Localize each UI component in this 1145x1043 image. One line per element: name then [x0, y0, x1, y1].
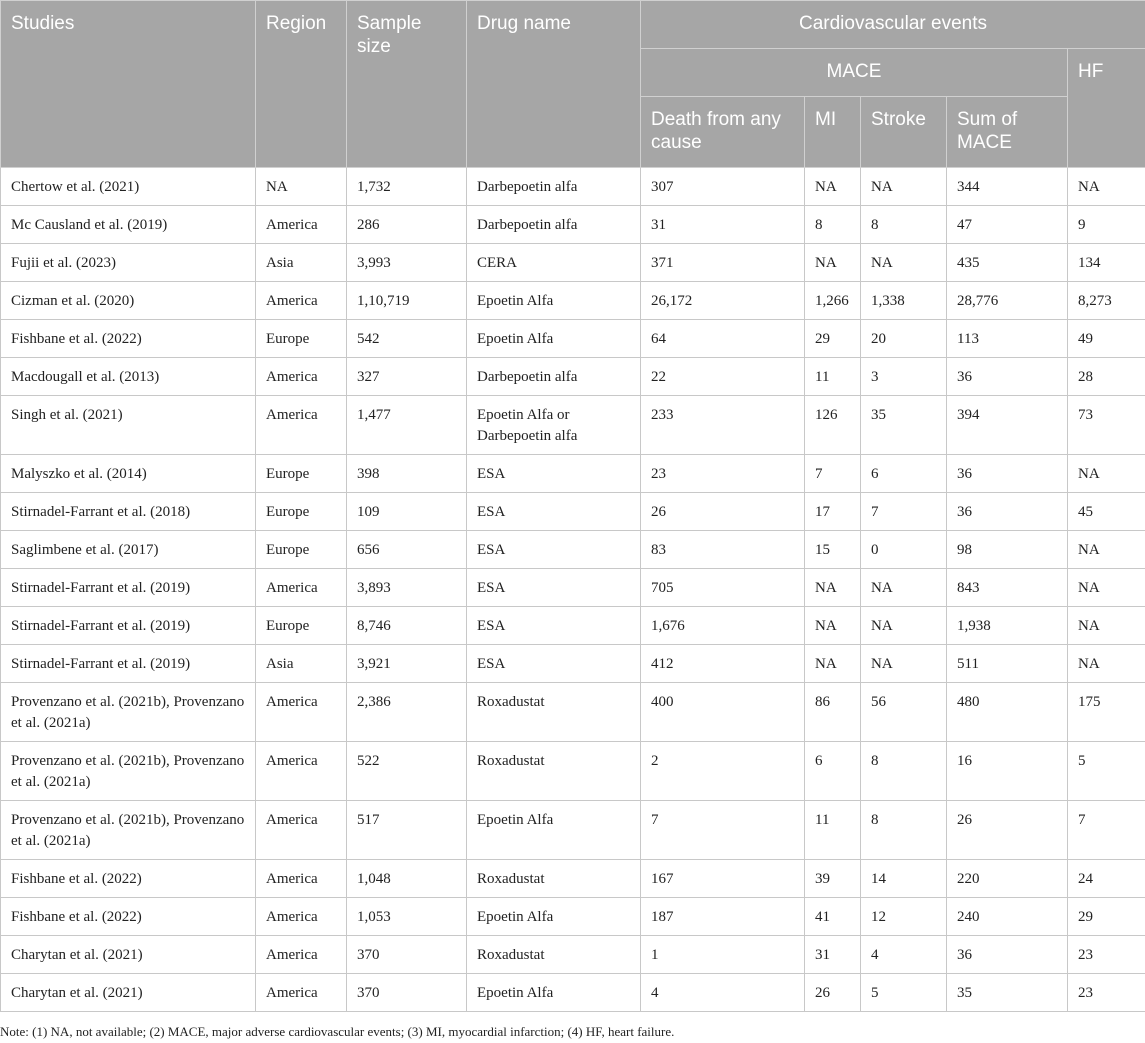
cell-death: 233 [641, 396, 805, 455]
cell-death: 400 [641, 683, 805, 742]
cell-region: America [256, 974, 347, 1012]
cell-stroke: 8 [861, 801, 947, 860]
cell-mi: 1,266 [805, 282, 861, 320]
cell-study: Charytan et al. (2021) [1, 936, 256, 974]
cell-mi: 39 [805, 860, 861, 898]
cell-stroke: NA [861, 645, 947, 683]
table-header [1, 1, 1145, 168]
cell-sample-size: 656 [347, 531, 467, 569]
cell-stroke: 3 [861, 358, 947, 396]
cell-sum-mace: 511 [947, 645, 1068, 683]
cell-sample-size: 2,386 [347, 683, 467, 742]
cell-region: America [256, 898, 347, 936]
cell-death: 412 [641, 645, 805, 683]
cell-hf: 5 [1068, 742, 1145, 801]
cell-drug-name: Roxadustat [467, 683, 641, 742]
cell-region: America [256, 282, 347, 320]
cell-mi: 86 [805, 683, 861, 742]
cell-hf: 8,273 [1068, 282, 1145, 320]
cell-study: Chertow et al. (2021) [1, 168, 256, 206]
cell-study: Provenzano et al. (2021b), Provenzano et al. (2021a) [1, 742, 256, 801]
cell-study: Stirnadel-Farrant et al. (2019) [1, 607, 256, 645]
table-note: Note: (1) NA, not available; (2) MACE, major adverse cardiovascular events; (3) MI, myocardial infarction; (4) HF, heart failure. [0, 1024, 675, 1039]
cell-region: America [256, 683, 347, 742]
cell-death: 26,172 [641, 282, 805, 320]
cell-hf: 23 [1068, 936, 1145, 974]
table-row [1, 282, 1145, 320]
cell-death: 1 [641, 936, 805, 974]
cell-death: 705 [641, 569, 805, 607]
table-row [1, 974, 1145, 1012]
table-row [1, 358, 1145, 396]
table-row [1, 607, 1145, 645]
cell-mi: NA [805, 569, 861, 607]
cell-sample-size: 3,921 [347, 645, 467, 683]
cell-mi: 29 [805, 320, 861, 358]
cell-stroke: NA [861, 244, 947, 282]
cell-stroke: NA [861, 569, 947, 607]
cell-drug-name: Epoetin Alfa [467, 282, 641, 320]
header-mi: MI [805, 97, 861, 168]
cell-hf: NA [1068, 168, 1145, 206]
cell-sample-size: 542 [347, 320, 467, 358]
table-row [1, 860, 1145, 898]
cell-region: America [256, 742, 347, 801]
cell-hf: 28 [1068, 358, 1145, 396]
cell-sum-mace: 98 [947, 531, 1068, 569]
cell-mi: NA [805, 645, 861, 683]
table-row [1, 396, 1145, 455]
cell-region: Asia [256, 244, 347, 282]
cell-hf: NA [1068, 455, 1145, 493]
header-drug-name: Drug name [467, 1, 641, 168]
cell-death: 307 [641, 168, 805, 206]
cell-sample-size: 327 [347, 358, 467, 396]
table-row [1, 645, 1145, 683]
cell-drug-name: ESA [467, 455, 641, 493]
cell-sample-size: 3,993 [347, 244, 467, 282]
cell-stroke: NA [861, 607, 947, 645]
cell-mi: 31 [805, 936, 861, 974]
cell-sum-mace: 36 [947, 455, 1068, 493]
cell-region: Europe [256, 493, 347, 531]
cell-sum-mace: 28,776 [947, 282, 1068, 320]
cell-sum-mace: 35 [947, 974, 1068, 1012]
cell-study: Provenzano et al. (2021b), Provenzano et al. (2021a) [1, 683, 256, 742]
cell-sum-mace: 344 [947, 168, 1068, 206]
cell-sample-size: 1,477 [347, 396, 467, 455]
header-stroke: Stroke [861, 97, 947, 168]
cell-mi: 17 [805, 493, 861, 531]
cell-drug-name: ESA [467, 493, 641, 531]
header-sample-size: Sample size [347, 1, 467, 168]
cell-stroke: 12 [861, 898, 947, 936]
table-row [1, 168, 1145, 206]
cell-death: 187 [641, 898, 805, 936]
cell-sum-mace: 220 [947, 860, 1068, 898]
cell-sum-mace: 394 [947, 396, 1068, 455]
cell-death: 167 [641, 860, 805, 898]
cell-sample-size: 1,048 [347, 860, 467, 898]
cell-sample-size: 109 [347, 493, 467, 531]
cell-study: Charytan et al. (2021) [1, 974, 256, 1012]
cell-sum-mace: 16 [947, 742, 1068, 801]
cell-mi: 11 [805, 801, 861, 860]
cell-drug-name: CERA [467, 244, 641, 282]
cell-region: America [256, 206, 347, 244]
cell-stroke: 4 [861, 936, 947, 974]
cell-stroke: 1,338 [861, 282, 947, 320]
cell-sum-mace: 480 [947, 683, 1068, 742]
table-row [1, 320, 1145, 358]
table-row [1, 206, 1145, 244]
cell-sum-mace: 843 [947, 569, 1068, 607]
cell-region: America [256, 860, 347, 898]
cell-study: Macdougall et al. (2013) [1, 358, 256, 396]
cell-drug-name: Epoetin Alfa [467, 801, 641, 860]
cell-drug-name: ESA [467, 607, 641, 645]
cell-death: 2 [641, 742, 805, 801]
cell-hf: 134 [1068, 244, 1145, 282]
cell-hf: 29 [1068, 898, 1145, 936]
cell-death: 26 [641, 493, 805, 531]
header-death: Death from any cause [641, 97, 805, 168]
cell-drug-name: ESA [467, 569, 641, 607]
table-row [1, 936, 1145, 974]
cell-drug-name: Epoetin Alfa [467, 898, 641, 936]
cell-study: Stirnadel-Farrant et al. (2018) [1, 493, 256, 531]
cell-mi: NA [805, 244, 861, 282]
cell-drug-name: ESA [467, 645, 641, 683]
cell-sample-size: 370 [347, 936, 467, 974]
cell-sum-mace: 36 [947, 358, 1068, 396]
table-row [1, 531, 1145, 569]
cell-sample-size: 370 [347, 974, 467, 1012]
table-row [1, 742, 1145, 801]
cell-drug-name: Darbepoetin alfa [467, 206, 641, 244]
cell-study: Malyszko et al. (2014) [1, 455, 256, 493]
cell-stroke: 14 [861, 860, 947, 898]
cell-stroke: 0 [861, 531, 947, 569]
cell-sum-mace: 26 [947, 801, 1068, 860]
cell-drug-name: Roxadustat [467, 860, 641, 898]
header-sum-mace: Sum of MACE [947, 97, 1068, 168]
cell-hf: 7 [1068, 801, 1145, 860]
cell-region: America [256, 801, 347, 860]
cell-mi: NA [805, 168, 861, 206]
cell-sum-mace: 47 [947, 206, 1068, 244]
cell-hf: 73 [1068, 396, 1145, 455]
cell-drug-name: Roxadustat [467, 742, 641, 801]
cell-mi: NA [805, 607, 861, 645]
cell-region: America [256, 358, 347, 396]
cell-region: America [256, 569, 347, 607]
cell-sum-mace: 113 [947, 320, 1068, 358]
cell-study: Stirnadel-Farrant et al. (2019) [1, 645, 256, 683]
cell-death: 83 [641, 531, 805, 569]
cell-region: Europe [256, 607, 347, 645]
cell-stroke: 8 [861, 742, 947, 801]
cell-region: Asia [256, 645, 347, 683]
cell-stroke: 7 [861, 493, 947, 531]
cell-mi: 15 [805, 531, 861, 569]
cell-mi: 7 [805, 455, 861, 493]
cell-hf: 23 [1068, 974, 1145, 1012]
cell-stroke: 20 [861, 320, 947, 358]
cell-study: Singh et al. (2021) [1, 396, 256, 455]
cell-death: 23 [641, 455, 805, 493]
table-row [1, 455, 1145, 493]
table-body [1, 168, 1145, 1012]
cell-sum-mace: 240 [947, 898, 1068, 936]
cell-hf: 45 [1068, 493, 1145, 531]
table-row [1, 683, 1145, 742]
cell-death: 22 [641, 358, 805, 396]
cell-drug-name: Epoetin Alfa [467, 974, 641, 1012]
cell-sum-mace: 36 [947, 936, 1068, 974]
cell-study: Fishbane et al. (2022) [1, 320, 256, 358]
cell-study: Cizman et al. (2020) [1, 282, 256, 320]
cell-stroke: 8 [861, 206, 947, 244]
cell-stroke: NA [861, 168, 947, 206]
cell-drug-name: Epoetin Alfa or Darbepoetin alfa [467, 396, 641, 455]
cell-sample-size: 1,10,719 [347, 282, 467, 320]
cell-mi: 26 [805, 974, 861, 1012]
cell-region: Europe [256, 455, 347, 493]
cell-sample-size: 522 [347, 742, 467, 801]
cell-hf: NA [1068, 531, 1145, 569]
cell-sum-mace: 36 [947, 493, 1068, 531]
table-row [1, 569, 1145, 607]
cell-region: Europe [256, 320, 347, 358]
cell-hf: 49 [1068, 320, 1145, 358]
table-row [1, 493, 1145, 531]
cell-hf: 175 [1068, 683, 1145, 742]
header-region: Region [256, 1, 347, 168]
cell-sample-size: 8,746 [347, 607, 467, 645]
cell-death: 1,676 [641, 607, 805, 645]
cell-region: America [256, 396, 347, 455]
cell-study: Fishbane et al. (2022) [1, 898, 256, 936]
cell-hf: NA [1068, 569, 1145, 607]
cell-stroke: 6 [861, 455, 947, 493]
header-cardiovascular-events: Cardiovascular events [641, 1, 1145, 49]
cell-sample-size: 286 [347, 206, 467, 244]
cell-death: 31 [641, 206, 805, 244]
cell-stroke: 35 [861, 396, 947, 455]
cell-death: 7 [641, 801, 805, 860]
cell-region: America [256, 936, 347, 974]
cell-drug-name: ESA [467, 531, 641, 569]
cell-drug-name: Roxadustat [467, 936, 641, 974]
cell-sample-size: 517 [347, 801, 467, 860]
cell-mi: 8 [805, 206, 861, 244]
cell-hf: 9 [1068, 206, 1145, 244]
cell-sample-size: 3,893 [347, 569, 467, 607]
table-row [1, 898, 1145, 936]
table-row [1, 801, 1145, 860]
cell-study: Fujii et al. (2023) [1, 244, 256, 282]
cell-mi: 6 [805, 742, 861, 801]
cell-mi: 11 [805, 358, 861, 396]
table-row [1, 244, 1145, 282]
cell-sum-mace: 435 [947, 244, 1068, 282]
cell-study: Stirnadel-Farrant et al. (2019) [1, 569, 256, 607]
cell-sample-size: 1,732 [347, 168, 467, 206]
cell-hf: 24 [1068, 860, 1145, 898]
cell-study: Fishbane et al. (2022) [1, 860, 256, 898]
cell-death: 64 [641, 320, 805, 358]
cell-drug-name: Epoetin Alfa [467, 320, 641, 358]
cell-region: Europe [256, 531, 347, 569]
cell-sample-size: 1,053 [347, 898, 467, 936]
header-hf: HF [1068, 49, 1145, 168]
cell-stroke: 5 [861, 974, 947, 1012]
cell-hf: NA [1068, 607, 1145, 645]
cell-mi: 41 [805, 898, 861, 936]
cell-drug-name: Darbepoetin alfa [467, 168, 641, 206]
cell-study: Mc Causland et al. (2019) [1, 206, 256, 244]
cell-stroke: 56 [861, 683, 947, 742]
cell-death: 4 [641, 974, 805, 1012]
cell-mi: 126 [805, 396, 861, 455]
cell-region: NA [256, 168, 347, 206]
cell-death: 371 [641, 244, 805, 282]
header-studies: Studies [1, 1, 256, 168]
cell-study: Provenzano et al. (2021b), Provenzano et al. (2021a) [1, 801, 256, 860]
cell-study: Saglimbene et al. (2017) [1, 531, 256, 569]
cell-sum-mace: 1,938 [947, 607, 1068, 645]
cell-sample-size: 398 [347, 455, 467, 493]
header-mace: MACE [641, 49, 1068, 97]
cell-drug-name: Darbepoetin alfa [467, 358, 641, 396]
cell-hf: NA [1068, 645, 1145, 683]
